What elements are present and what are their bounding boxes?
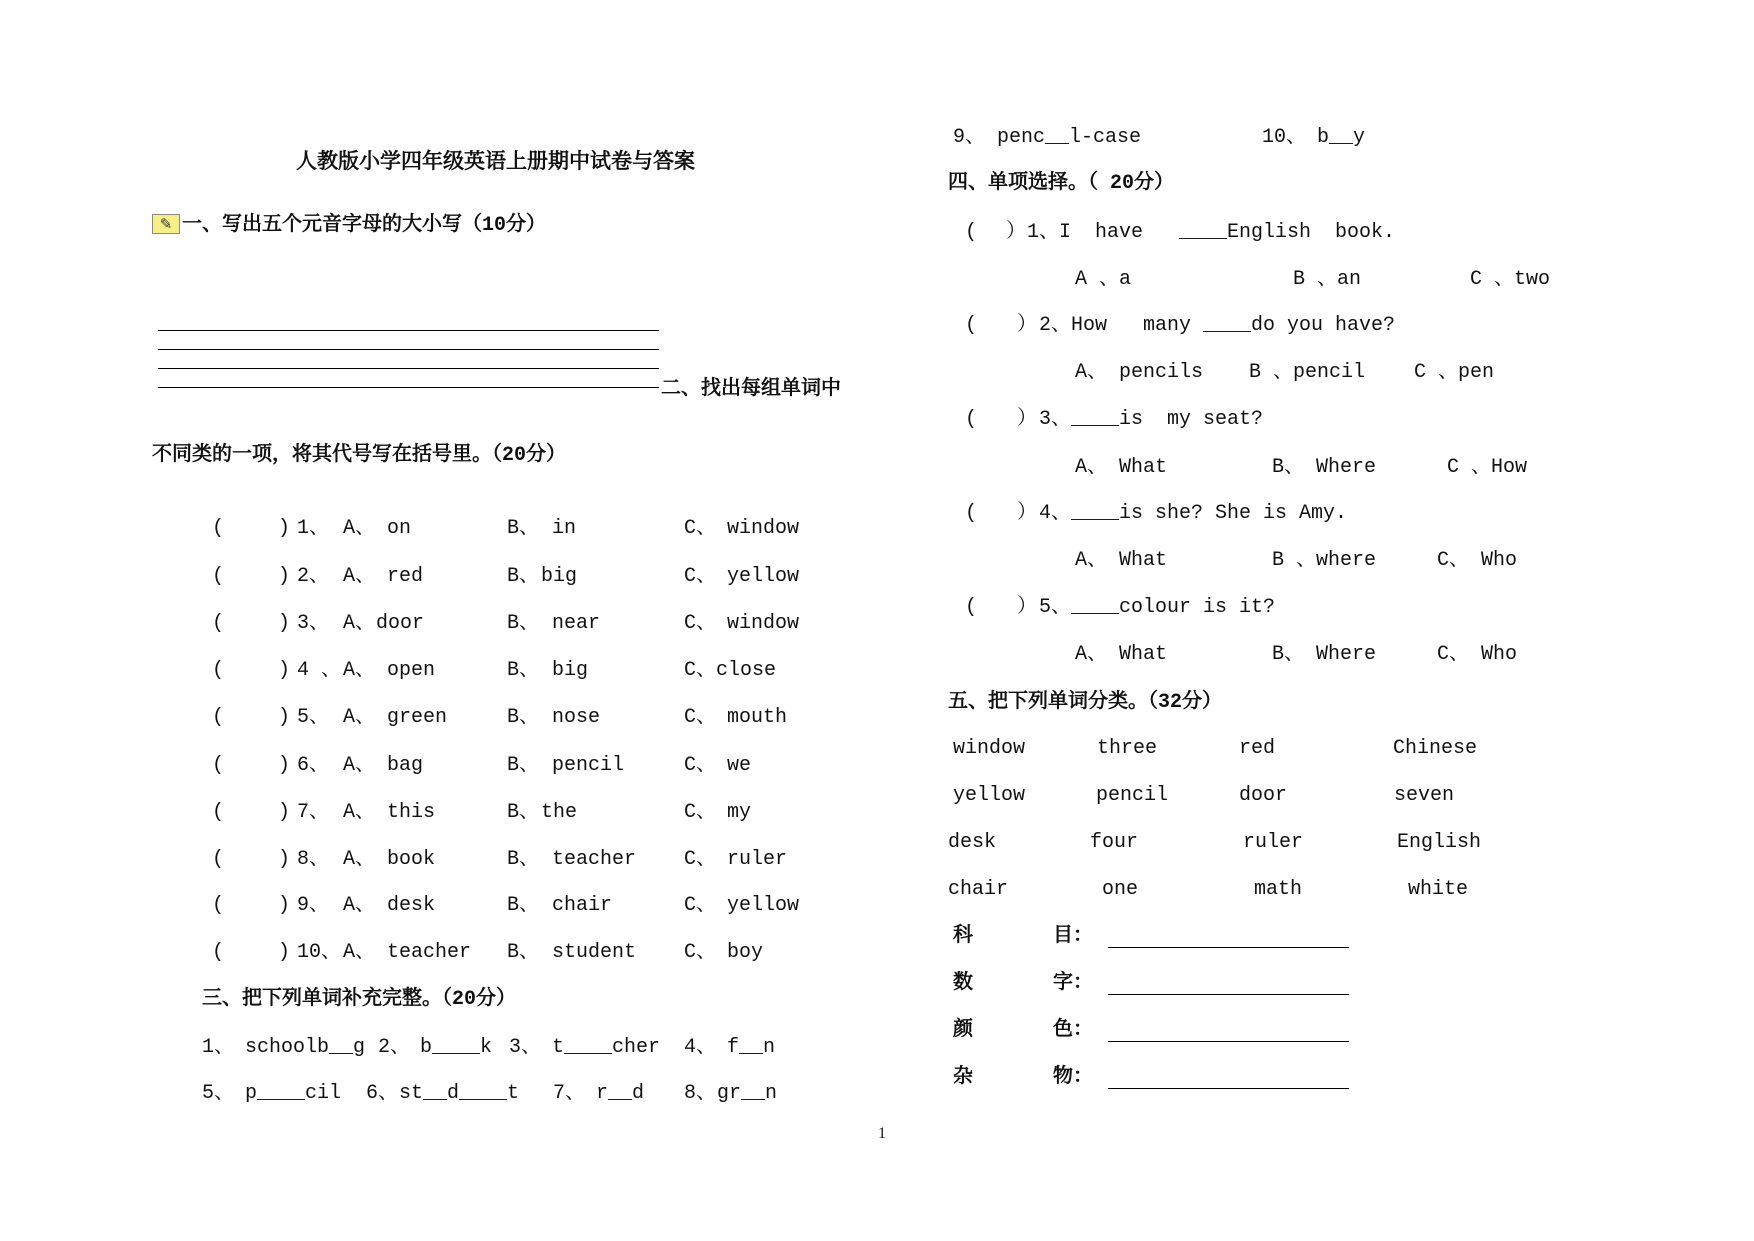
- item-number: 5、: [202, 1082, 235, 1105]
- answer-line-4: [158, 387, 659, 388]
- option-b-label: B、: [507, 612, 540, 635]
- choice-question-1: [0, 221, 1754, 245]
- option-b: B、 Where: [1272, 643, 1377, 666]
- option-c-label: C、: [684, 517, 717, 540]
- word-row-2: [0, 784, 1754, 808]
- option-a-word: this: [387, 801, 436, 824]
- question-number: 3、: [297, 612, 330, 635]
- option-b-word: near: [552, 612, 601, 635]
- paren-open: (: [212, 941, 225, 964]
- option-c-word: my: [727, 801, 752, 824]
- choice-question-2: [0, 314, 1754, 338]
- answer-underline: [1108, 1088, 1349, 1089]
- paren-open: (: [212, 517, 225, 540]
- question-row-5: [0, 706, 1754, 730]
- question-number: 4 、: [297, 659, 342, 682]
- item-number: 7、: [553, 1082, 586, 1105]
- option-b-label: B、: [507, 801, 540, 824]
- question-number: 5、: [297, 706, 330, 729]
- question-number: 8、: [297, 848, 330, 871]
- paren-close: ): [278, 517, 291, 540]
- paren-open: (: [212, 565, 225, 588]
- paren-open: (: [965, 502, 978, 525]
- category-char2: 字：: [1053, 972, 1093, 995]
- option-a: A、 What: [1075, 643, 1168, 666]
- option-c-word: close: [716, 659, 777, 682]
- paren-close: ): [278, 706, 291, 729]
- option-c-word: yellow: [727, 565, 800, 588]
- paren-open: (: [212, 754, 225, 777]
- option-a-label: A、: [343, 659, 376, 682]
- option-c-label: C、: [684, 941, 717, 964]
- item-number: 8、: [684, 1082, 717, 1105]
- option-a: A、 What: [1075, 549, 1168, 572]
- paren-close: ): [278, 754, 291, 777]
- paren-open: (: [212, 848, 225, 871]
- question-stem: 2、How many ____do you have?: [1039, 314, 1396, 337]
- choice-question-3: [0, 408, 1754, 432]
- paren-open: (: [212, 612, 225, 635]
- option-a: A、 pencils: [1075, 361, 1204, 384]
- option-b-word: chair: [552, 894, 613, 917]
- word-item: three: [1097, 737, 1158, 760]
- option-c-label: C、: [684, 801, 717, 824]
- paren-close: ): [278, 848, 291, 871]
- item-number: 1、: [202, 1036, 235, 1059]
- option-a: A 、a: [1075, 268, 1132, 291]
- question-number: 6、: [297, 754, 330, 777]
- paren-open: (: [212, 706, 225, 729]
- item-number: 4、: [684, 1036, 717, 1059]
- word-item: window: [953, 737, 1026, 760]
- option-c: C 、two: [1470, 268, 1551, 291]
- option-c-word: mouth: [727, 706, 788, 729]
- question-stem: 1、I have ____English book.: [1027, 221, 1396, 244]
- fill-in-word: gr__n: [717, 1082, 778, 1105]
- paren-close: ): [278, 659, 291, 682]
- option-c-word: window: [727, 612, 800, 635]
- answer-line-2: [158, 349, 659, 350]
- option-a-label: A、: [343, 754, 376, 777]
- word-item: yellow: [953, 784, 1026, 807]
- category-char2: 目：: [1053, 925, 1093, 948]
- option-a-label: A、: [343, 517, 376, 540]
- fill-in-word: t____cher: [552, 1036, 661, 1059]
- fill-in-word: r__d: [596, 1082, 645, 1105]
- paren-close: ): [278, 894, 291, 917]
- option-c-word: boy: [727, 941, 764, 964]
- choice-options-5: [0, 643, 1754, 667]
- paren-open: (: [965, 314, 978, 337]
- option-b-label: B、: [507, 706, 540, 729]
- fill-in-word: b__y: [1317, 126, 1366, 149]
- option-c: C、 Who: [1437, 643, 1518, 666]
- question-number: 1、: [297, 517, 330, 540]
- fill-in-word: schoolb__g: [245, 1036, 366, 1059]
- word-row-4: [0, 878, 1754, 902]
- category-char2: 色：: [1053, 1019, 1093, 1042]
- paren-close: ): [278, 941, 291, 964]
- word-item: red: [1239, 737, 1276, 760]
- option-a-word: door: [376, 612, 425, 635]
- paren-close: ）: [1017, 314, 1037, 337]
- fill-in-word: st__d____t: [399, 1082, 520, 1105]
- option-c: C 、pen: [1414, 361, 1495, 384]
- option-b-label: B、: [507, 754, 540, 777]
- fill-in-word: p____cil: [245, 1082, 342, 1105]
- option-b-label: B、: [507, 659, 540, 682]
- category-char1: 数: [953, 972, 973, 995]
- choice-options-2: [0, 361, 1754, 385]
- section2-heading-part1: 二、找出每组单词中: [661, 378, 841, 401]
- category-char1: 科: [953, 925, 973, 948]
- category-row-color: [0, 1019, 1754, 1043]
- option-c-label: C、: [684, 848, 717, 871]
- word-item: one: [1102, 878, 1139, 901]
- section1-heading: 一、写出五个元音字母的大小写（10分）: [182, 214, 547, 237]
- paren-open: (: [965, 596, 978, 619]
- option-a-label: A、: [343, 894, 376, 917]
- fill-in-row-3: [0, 126, 1754, 150]
- option-c-label: C、: [684, 706, 717, 729]
- option-b-label: B、: [507, 894, 540, 917]
- option-c-label: C、: [684, 754, 717, 777]
- option-a-word: bag: [387, 754, 424, 777]
- word-item: four: [1090, 831, 1139, 854]
- word-item: seven: [1394, 784, 1455, 807]
- option-c-label: C、: [684, 565, 717, 588]
- option-b-word: big: [541, 565, 578, 588]
- option-a-word: green: [387, 706, 448, 729]
- section2-heading-part2: 不同类的一项，将其代号写在括号里。（20分）: [152, 444, 567, 467]
- section5-heading: 五、把下列单词分类。（32分）: [948, 691, 1223, 714]
- option-b: B、 Where: [1272, 456, 1377, 479]
- item-number: 3、: [509, 1036, 542, 1059]
- option-a-label: A、: [343, 941, 376, 964]
- word-item: door: [1239, 784, 1288, 807]
- question-number: 10、: [297, 941, 342, 964]
- option-c-label: C、: [684, 659, 717, 682]
- answer-underline: [1108, 1041, 1349, 1042]
- option-b-label: B、: [507, 848, 540, 871]
- answer-underline: [1108, 947, 1349, 948]
- question-stem: 5、____colour is it?: [1039, 596, 1276, 619]
- item-number: 6、: [366, 1082, 399, 1105]
- paren-open: (: [212, 894, 225, 917]
- category-row-number: [0, 972, 1754, 996]
- option-a-word: red: [387, 565, 424, 588]
- choice-options-1: [0, 268, 1754, 292]
- option-a: A、 What: [1075, 456, 1168, 479]
- paren-open: (: [212, 659, 225, 682]
- paren-close: ): [278, 565, 291, 588]
- question-number: 7、: [297, 801, 330, 824]
- item-number: 9、: [953, 126, 986, 149]
- paren-open: (: [212, 801, 225, 824]
- edit-note-icon: ✎: [152, 214, 180, 234]
- option-c: C 、How: [1447, 456, 1528, 479]
- option-b-word: teacher: [552, 848, 637, 871]
- answer-underline: [1108, 994, 1349, 995]
- word-row-3: [0, 831, 1754, 855]
- paren-open: (: [965, 221, 978, 244]
- page-number: 1: [878, 1125, 886, 1142]
- paren-open: (: [965, 408, 978, 431]
- fill-in-word: f__n: [727, 1036, 776, 1059]
- question-stem: 3、____is my seat?: [1039, 408, 1264, 431]
- option-a-label: A、: [343, 612, 376, 635]
- option-b-word: student: [552, 941, 637, 964]
- paren-close: ）: [1017, 408, 1037, 431]
- fill-in-word: b____k: [420, 1036, 493, 1059]
- option-a-word: open: [387, 659, 436, 682]
- option-a-label: A、: [343, 801, 376, 824]
- page-title: 人教版小学四年级英语上册期中试卷与答案: [296, 152, 695, 175]
- choice-options-4: [0, 549, 1754, 573]
- option-a-label: A、: [343, 706, 376, 729]
- option-b-word: big: [552, 659, 589, 682]
- word-item: math: [1254, 878, 1303, 901]
- choice-question-4: [0, 502, 1754, 526]
- word-row-1: [0, 737, 1754, 761]
- word-item: desk: [948, 831, 997, 854]
- option-c-label: C、: [684, 894, 717, 917]
- question-number: 2、: [297, 565, 330, 588]
- word-item: Chinese: [1393, 737, 1478, 760]
- choice-options-3: [0, 456, 1754, 480]
- option-b-word: nose: [552, 706, 601, 729]
- word-item: white: [1408, 878, 1469, 901]
- option-c-word: ruler: [727, 848, 788, 871]
- option-b-word: the: [541, 801, 578, 824]
- word-item: chair: [948, 878, 1009, 901]
- section4-heading: 四、单项选择。（ 20分）: [948, 172, 1175, 195]
- category-char1: 颜: [953, 1019, 973, 1042]
- word-item: English: [1397, 831, 1482, 854]
- category-char2: 物：: [1053, 1066, 1093, 1089]
- paren-close: ）: [1017, 502, 1037, 525]
- section3-heading: 三、把下列单词补充完整。（20分）: [202, 988, 517, 1011]
- category-row-misc: [0, 1066, 1754, 1090]
- option-b-word: pencil: [552, 754, 625, 777]
- option-a-word: teacher: [387, 941, 472, 964]
- option-a-word: on: [387, 517, 412, 540]
- option-c-label: C、: [684, 612, 717, 635]
- option-b-word: in: [552, 517, 577, 540]
- option-b-label: B、: [507, 517, 540, 540]
- option-b: B 、pencil: [1249, 361, 1366, 384]
- paren-close: ): [278, 801, 291, 824]
- question-number: 9、: [297, 894, 330, 917]
- item-number: 10、: [1262, 126, 1307, 149]
- option-c-word: window: [727, 517, 800, 540]
- item-number: 2、: [378, 1036, 411, 1059]
- choice-question-5: [0, 596, 1754, 620]
- option-b: B 、where: [1272, 549, 1377, 572]
- option-a-label: A、: [343, 848, 376, 871]
- option-b: B 、an: [1293, 268, 1362, 291]
- option-c-word: we: [727, 754, 752, 777]
- option-a-word: book: [387, 848, 436, 871]
- option-b-label: B、: [507, 941, 540, 964]
- question-stem: 4、____is she? She is Amy.: [1039, 502, 1348, 525]
- option-c: C、 Who: [1437, 549, 1518, 572]
- category-char1: 杂: [953, 1066, 973, 1089]
- option-a-label: A、: [343, 565, 376, 588]
- option-a-word: desk: [387, 894, 436, 917]
- word-item: ruler: [1243, 831, 1304, 854]
- option-c-word: yellow: [727, 894, 800, 917]
- option-b-label: B、: [507, 565, 540, 588]
- paren-close: ）: [1006, 221, 1026, 244]
- paren-close: ）: [1017, 596, 1037, 619]
- category-row-subject: [0, 925, 1754, 949]
- paren-close: ): [278, 612, 291, 635]
- word-item: pencil: [1096, 784, 1169, 807]
- fill-in-word: penc__l-case: [997, 126, 1142, 149]
